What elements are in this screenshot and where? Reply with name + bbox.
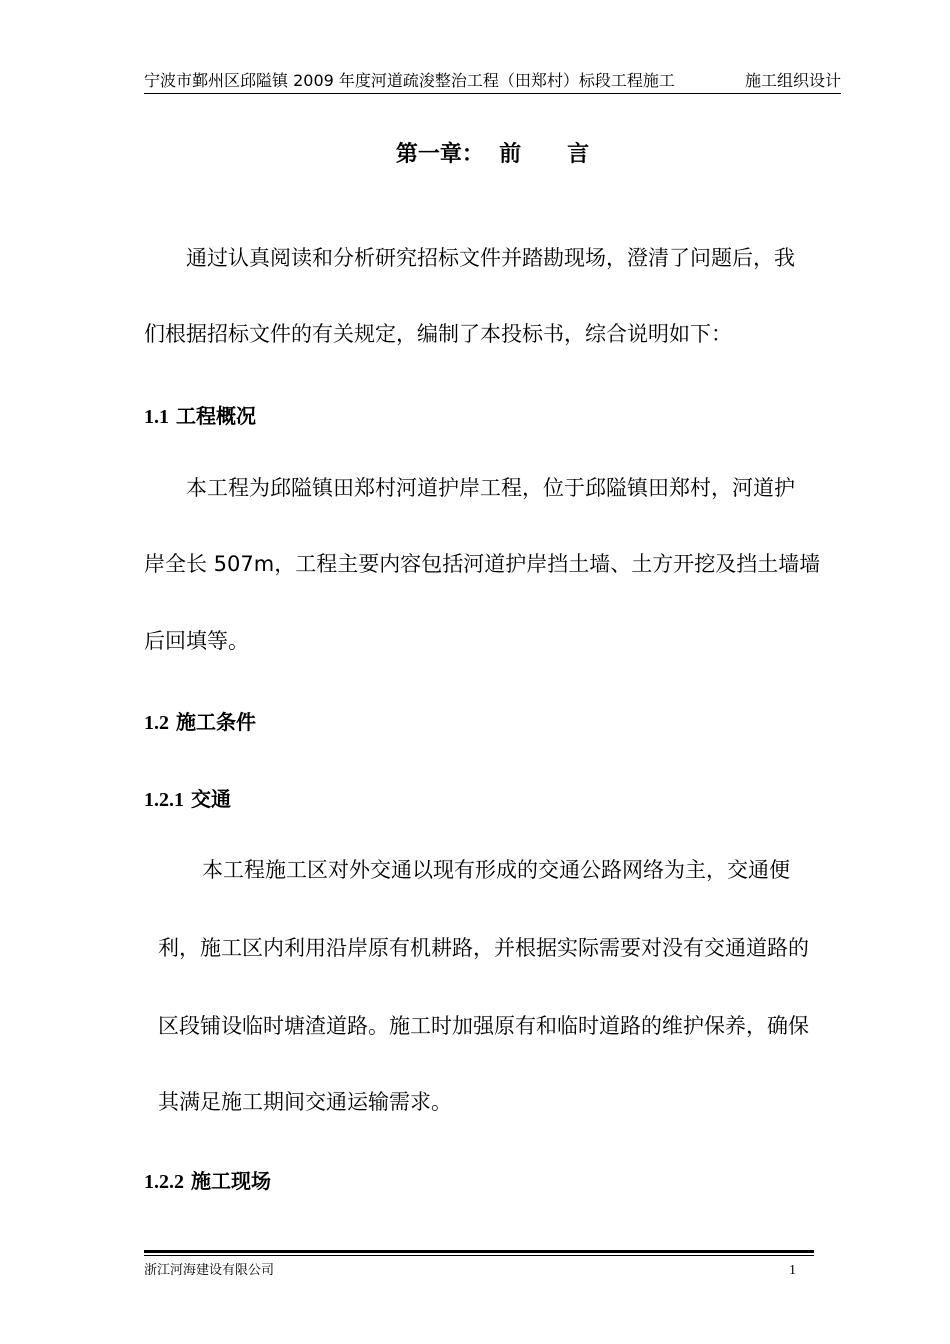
body-line: 利，施工区内利用沿岸原有机耕路，并根据实际需要对没有交通道路的 — [158, 936, 809, 960]
section-1-2-heading — [144, 707, 256, 738]
page-number: 1 — [789, 1263, 796, 1278]
section-1-1-body — [144, 473, 841, 663]
body-line: 岸全长 507m，工程主要内容包括河道护岸挡土墙、土方开挖及挡土墙墙 — [144, 552, 821, 576]
section-title: 施工条件 — [175, 710, 256, 734]
section-1-2-2-heading — [144, 1166, 271, 1197]
section-title: 工程概况 — [175, 404, 256, 428]
intro-line-2: 们根据招标文件的有关规定，编制了本投标书，综合说明如下： — [144, 322, 732, 346]
section-number: 1.2.1 — [144, 789, 184, 811]
section-1-2-1-heading — [144, 784, 231, 815]
body-line: 区段铺设临时塘渣道路。施工时加强原有和临时道路的维护保养，确保 — [158, 1014, 809, 1038]
header-project-title: 宁波市鄞州区邱隘镇 2009 年度河道疏浚整治工程（田郑村）标段工程施工 — [144, 71, 675, 90]
section-1-1-heading — [144, 401, 256, 432]
section-number: 1.2.2 — [144, 1171, 184, 1193]
section-number: 1.1 — [144, 406, 169, 428]
header-rule — [144, 93, 841, 94]
body-line: 其满足施工期间交通运输需求。 — [158, 1090, 452, 1114]
chapter-title: 第一章： 前 言 — [395, 142, 590, 167]
section-number: 1.2 — [144, 712, 169, 734]
footer-company: 浙江河海建设有限公司 — [144, 1263, 275, 1278]
footer-rule-thin — [144, 1255, 814, 1256]
body-line: 后回填等。 — [144, 629, 249, 653]
section-1-2-1-body — [144, 855, 841, 1125]
body-line: 本工程为邱隘镇田郑村河道护岸工程，位于邱隘镇田郑村，河道护 — [186, 476, 795, 500]
page-header — [144, 70, 841, 92]
section-title: 交通 — [190, 787, 231, 811]
header-doc-type: 施工组织设计 — [744, 71, 841, 90]
footer-rule-thick — [144, 1250, 814, 1253]
page-footer — [144, 1261, 804, 1281]
intro-paragraph — [144, 243, 841, 353]
section-title: 施工现场 — [190, 1169, 271, 1193]
intro-line-1: 通过认真阅读和分析研究招标文件并踏勘现场，澄清了问题后，我 — [186, 246, 795, 270]
body-line: 本工程施工区对外交通以现有形成的交通公路网络为主，交通便 — [202, 858, 790, 882]
